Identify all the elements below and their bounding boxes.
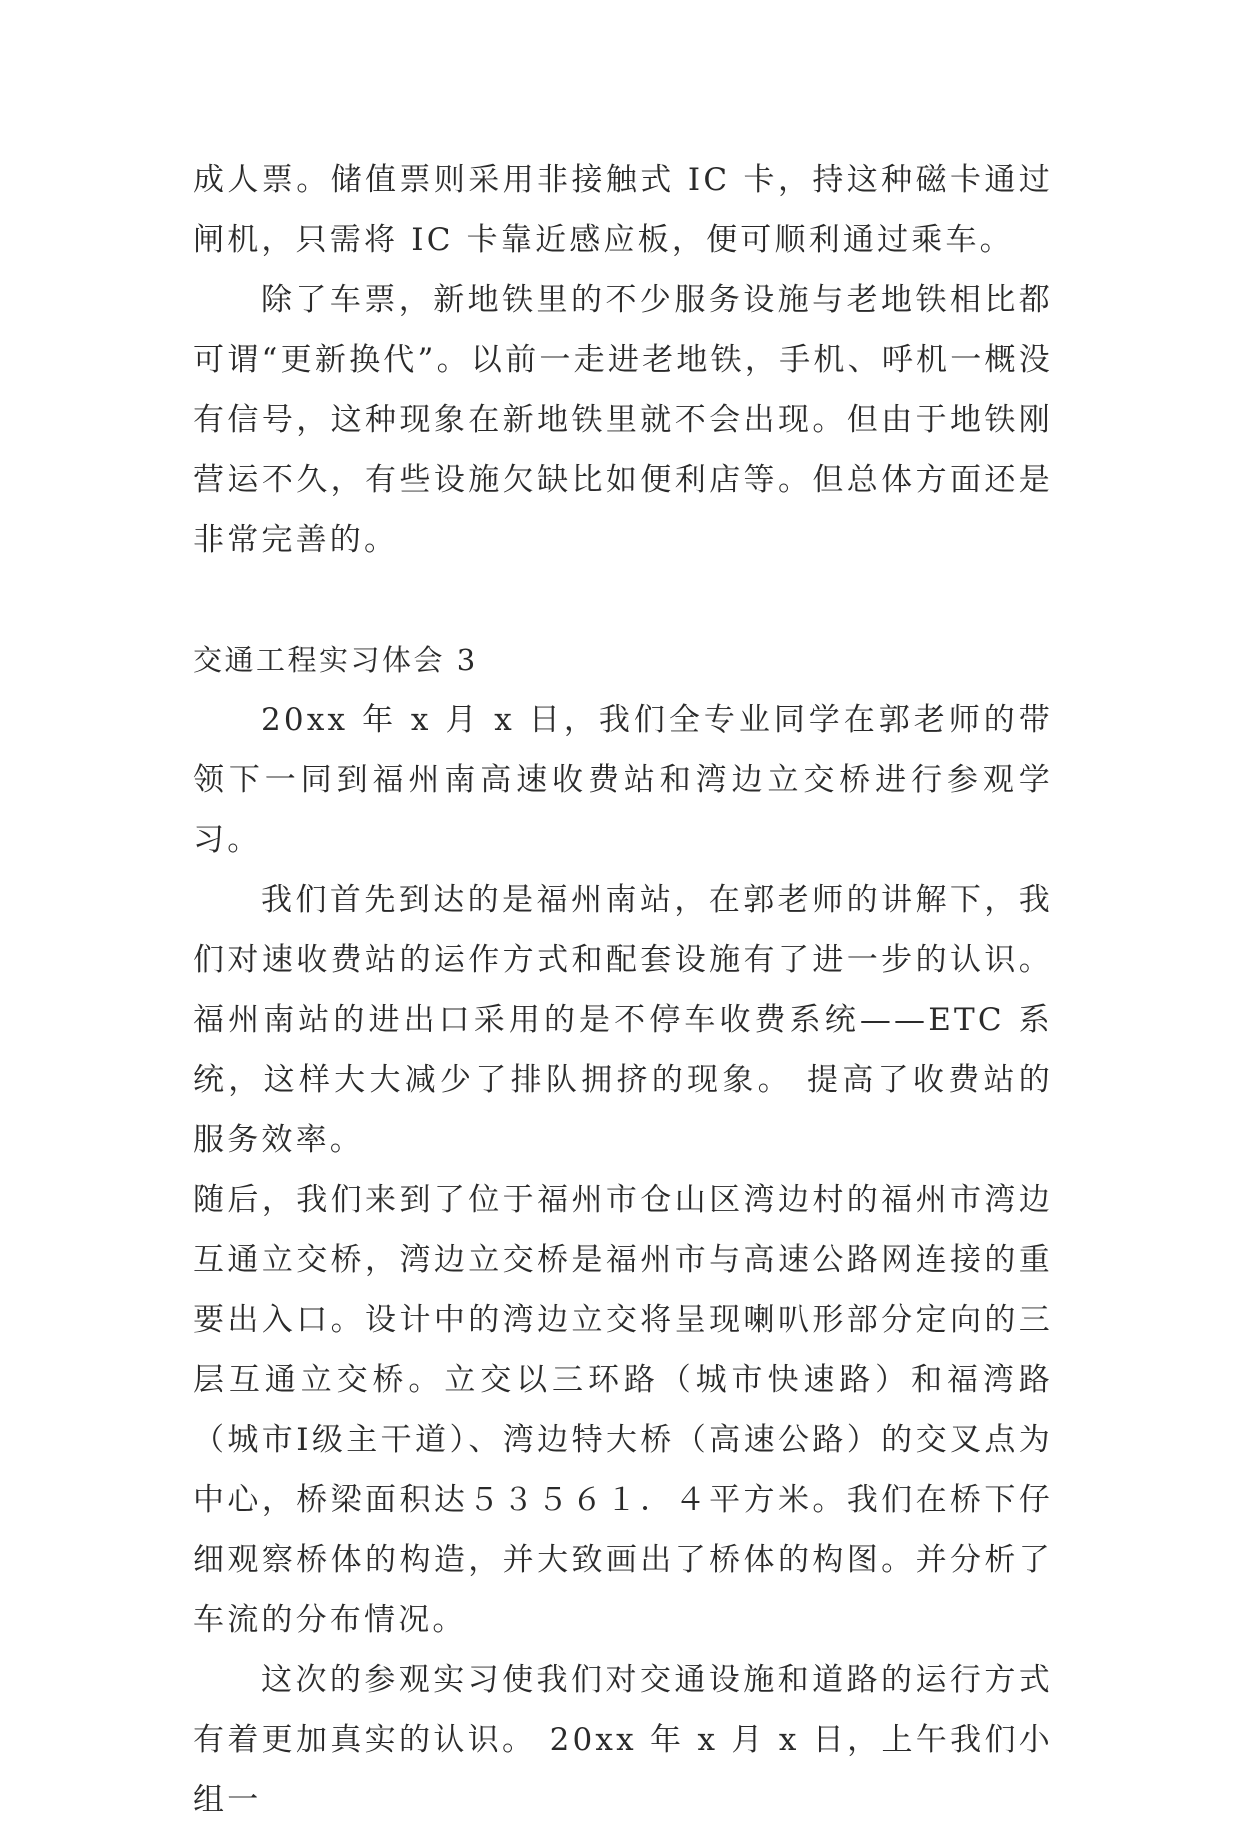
paragraph-service-facilities: 除了车票，新地铁里的不少服务设施与老地铁相比都可谓“更新换代”。以前一走进老地铁，手机、呼机一概没有信号，这种现象在新地铁里就不会出现。但由于地铁刚营运不久，有些设施欠缺比如便利店等。但总体方面还是非常完善的。 [193,282,1053,558]
section-title: 交通工程实习体会 3 [193,643,478,677]
document-body [193,150,1053,1830]
paragraph-summary: 这次的参观实习使我们对交通设施和道路的运行方式有着更加真实的认识。 20xx 年 x 月 x 日，上午我们小组一 [193,1662,1053,1818]
paragraph-interchange: 随后，我们来到了位于福州市仓山区湾边村的福州市湾边互通立交桥，湾边立交桥是福州市与高速公路网连接的重要出入口。设计中的湾边立交将呈现喇叭形部分定向的三层互通立交桥。立交以三环路（城市快速路）和福湾路（城市Ⅰ级主干道）、湾边特大桥（高速公路）的交叉点为中心，桥梁面积达５３５６１．４平方米。我们在桥下仔细观察桥体的构造，并大致画出了桥体的构图。并分析了车流的分布情况。 [193,1182,1053,1638]
paragraph-toll-station: 我们首先到达的是福州南站，在郭老师的讲解下，我们对速收费站的运作方式和配套设施有了进一步的认识。福州南站的进出口采用的是不停车收费系统——ETC 系统，这样大大减少了排队拥挤的现象。 提高了收费站的服务效率。 [193,882,1053,1158]
paragraph-adult-ticket: 成人票。储值票则采用非接触式 IC 卡，持这种磁卡通过闸机，只需将 IC 卡靠近感应板，便可顺利通过乘车。 [193,162,1053,258]
paragraph-visit-intro: 20xx 年 x 月 x 日，我们全专业同学在郭老师的带领下一同到福州南高速收费站和湾边立交桥进行参观学习。 [193,702,1053,858]
